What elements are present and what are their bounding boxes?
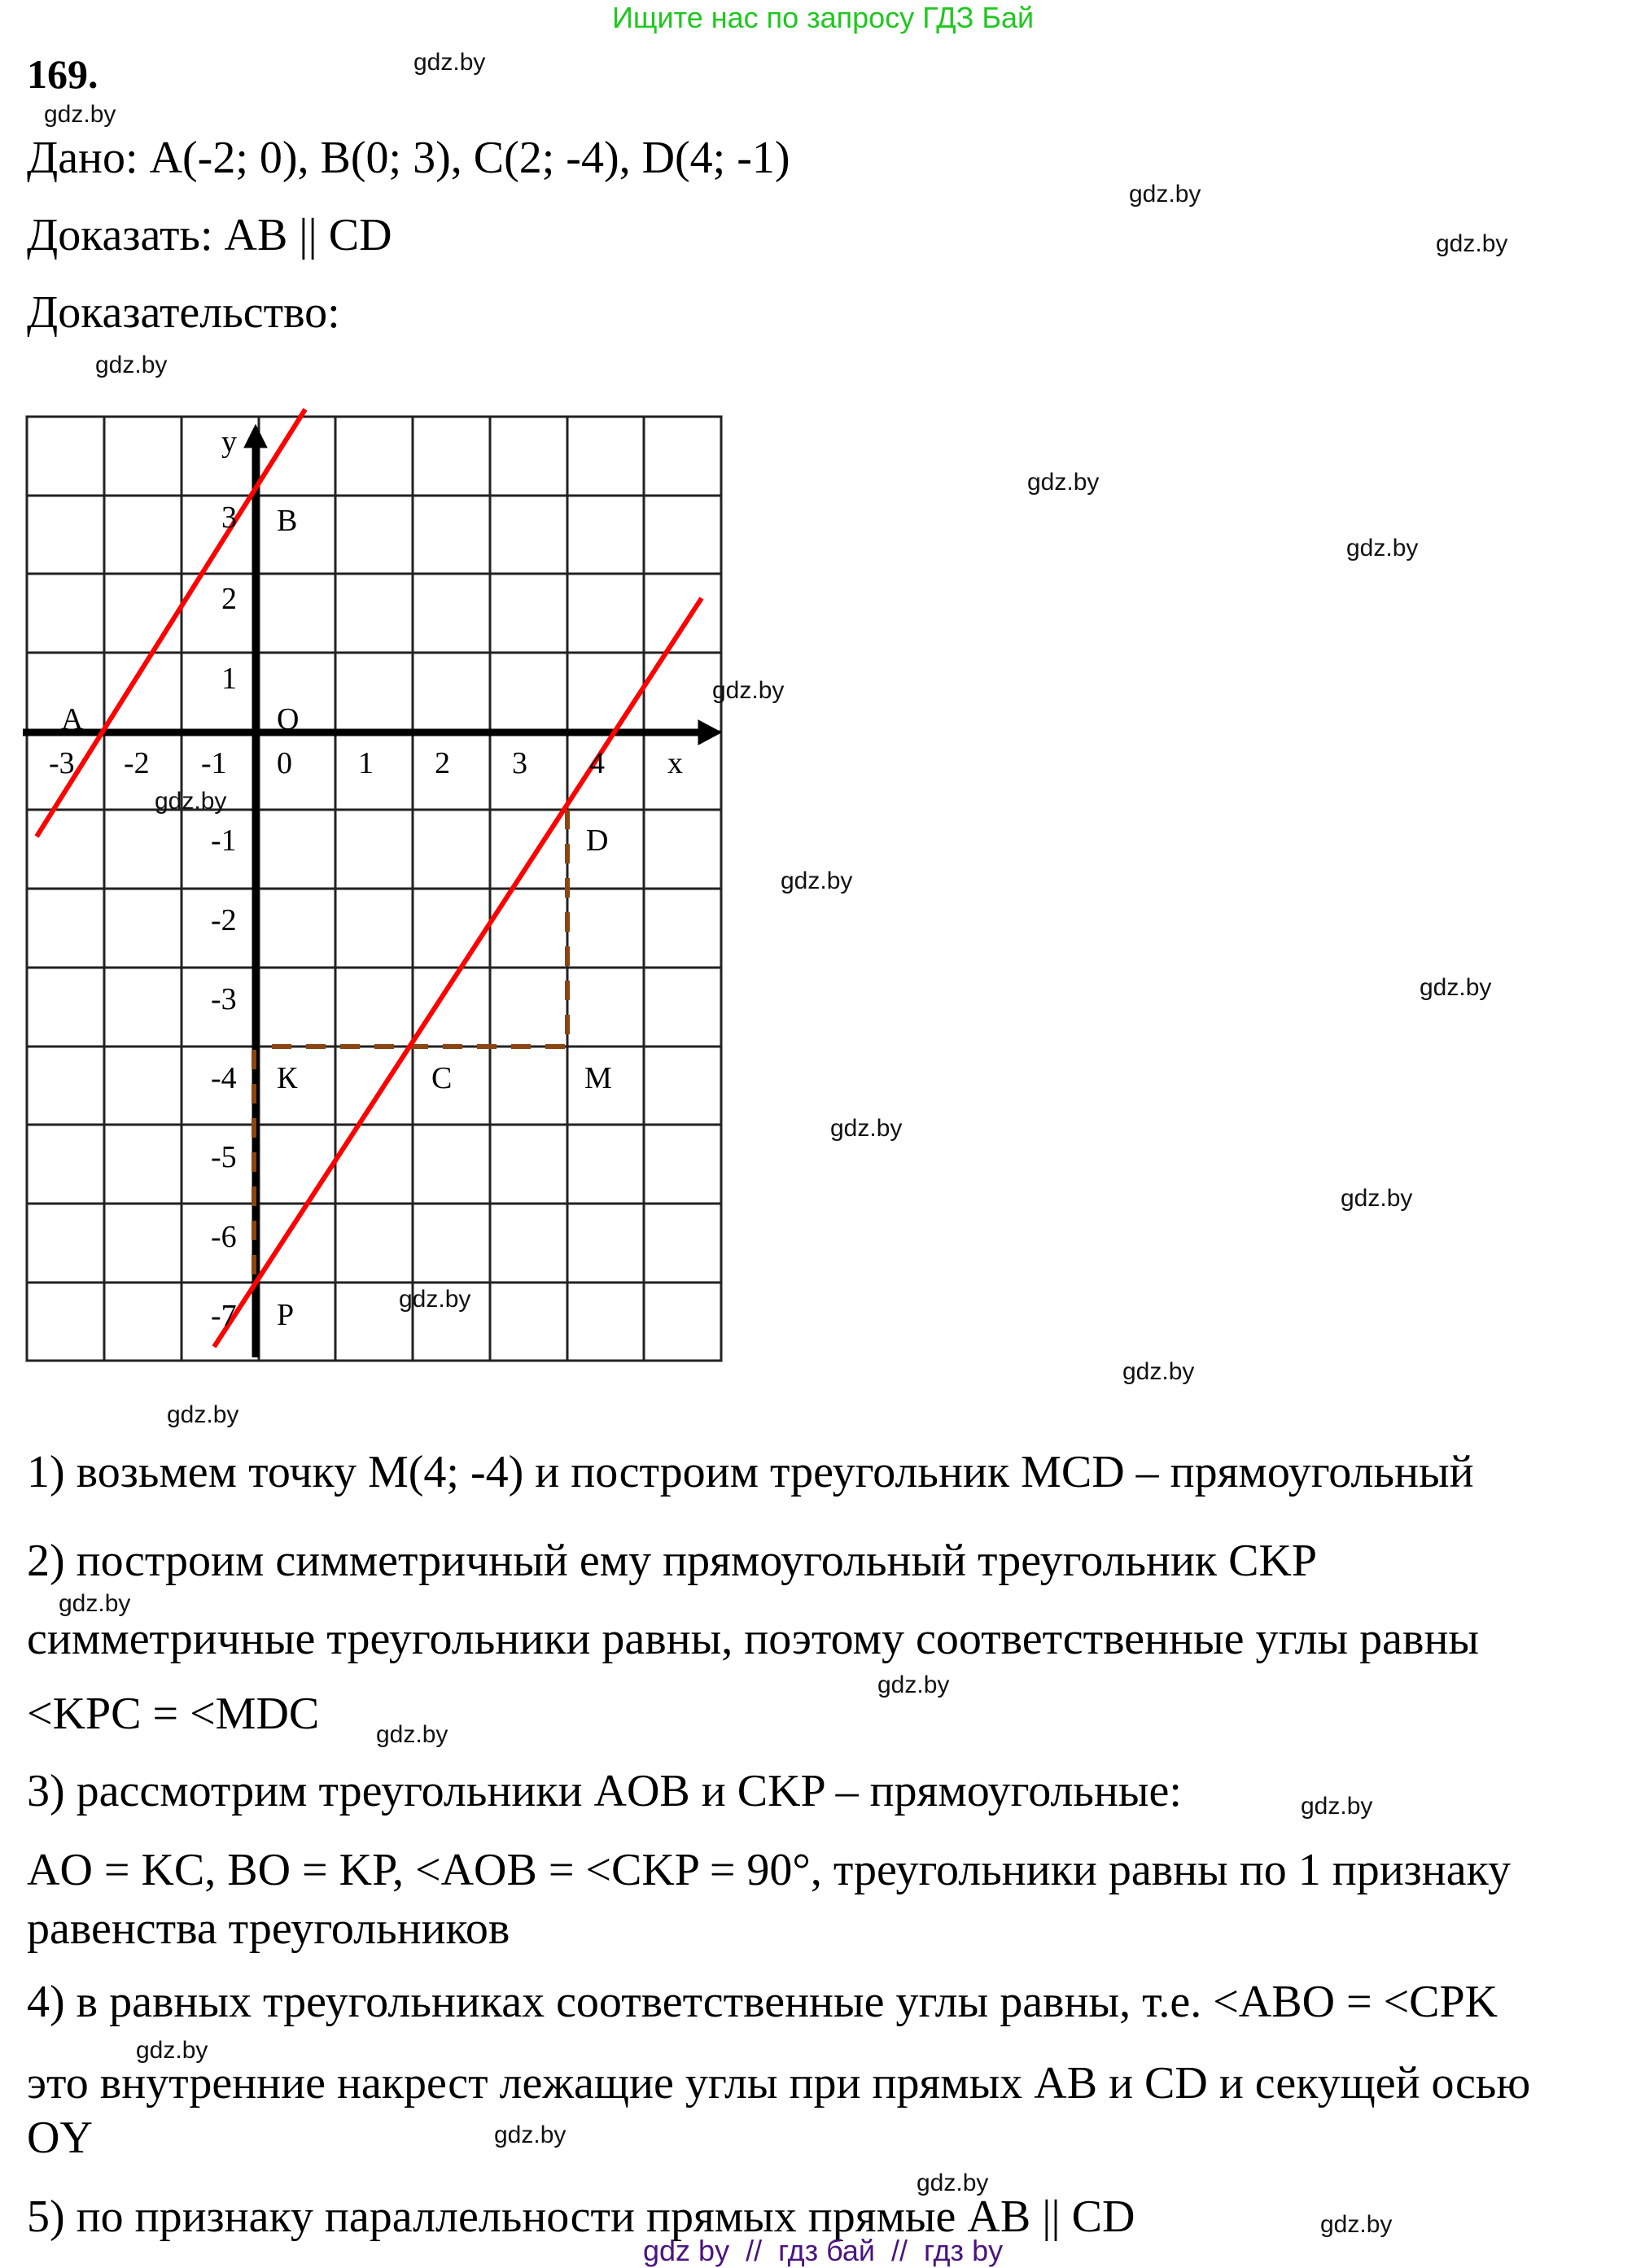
y-axis-arrow-icon	[244, 425, 267, 448]
watermark: gdz.by	[95, 352, 168, 378]
step-3: 3) рассмотрим треугольники AOB и CKP – прямоугольные:	[27, 1766, 1182, 1816]
step-5: 5) по признаку параллельности прямых прямые AB || CD	[27, 2192, 1135, 2242]
y-tick: -4	[211, 1061, 237, 1095]
coordinate-grid-figure	[0, 399, 749, 1375]
point-a-label: A	[61, 702, 84, 736]
y-tick: -7	[211, 1299, 237, 1333]
line-ab	[37, 409, 305, 837]
watermark: gdz.by	[494, 2122, 567, 2148]
search-hint-banner[interactable]: Ищите нас по запросу ГДЗ Бай	[612, 1, 1035, 34]
step-3-details: AO = KC, BO = KP, <AOB = <CKP = 90°, треугольники равны по 1 признаку	[27, 1845, 1512, 1895]
point-c-label: C	[431, 1061, 453, 1095]
step-1: 1) возьмем точку M(4; -4) и построим треугольник MCD – прямоугольный	[27, 1447, 1474, 1497]
watermark: gdz.by	[712, 677, 785, 704]
watermark: gdz.by	[1420, 974, 1492, 1001]
x-tick: 2	[435, 746, 450, 780]
step-2: 2) построим симметричный ему прямоугольный треугольник CKP	[27, 1536, 1318, 1586]
watermark: gdz.by	[1346, 535, 1419, 562]
y-tick: 1	[221, 662, 237, 696]
watermark: gdz.by	[59, 1590, 131, 1617]
axes	[23, 425, 721, 1357]
watermark: gdz.by	[155, 788, 227, 815]
step-2-reason: симметричные треугольники равны, поэтому соответственные углы равны	[27, 1614, 1480, 1664]
watermark: gdz.by	[1122, 1358, 1195, 1385]
watermark: gdz.by	[1436, 230, 1508, 257]
point-d-label: D	[586, 824, 609, 858]
point-b-label: B	[277, 504, 298, 538]
step-2-conclusion: <KPC = <MDC	[27, 1689, 320, 1739]
watermark: gdz.by	[1129, 181, 1201, 208]
watermark: gdz.by	[44, 101, 116, 128]
parallel-lines	[37, 409, 702, 1347]
x-axis-label: x	[667, 746, 683, 780]
x-tick: 3	[512, 746, 527, 780]
point-p-label: P	[277, 1298, 295, 1332]
y-tick: 3	[221, 500, 237, 535]
x-tick: -3	[49, 746, 75, 780]
step-3-details-cont: равенства треугольников	[27, 1903, 510, 1954]
origin-label: O	[277, 702, 300, 736]
grid-lines	[27, 417, 721, 1361]
y-tick: -2	[211, 903, 237, 937]
x-axis-arrow-icon	[698, 720, 721, 745]
prove-statement: Доказать: AB || CD	[27, 210, 392, 260]
y-tick: -3	[211, 982, 237, 1016]
x-tick: 4	[589, 746, 605, 780]
watermark: gdz.by	[399, 1286, 471, 1313]
footer-links[interactable]: gdz by // гдз бай // гдз by	[643, 2234, 1004, 2267]
x-tick: 1	[358, 746, 374, 780]
watermark: gdz.by	[1341, 1185, 1413, 1212]
watermark: gdz.by	[413, 49, 486, 76]
y-tick: -6	[211, 1220, 237, 1254]
y-tick: -5	[211, 1140, 237, 1174]
given-statement: Дано: A(-2; 0), B(0; 3), C(2; -4), D(4; -1)	[27, 133, 790, 183]
watermark: gdz.by	[830, 1115, 903, 1142]
watermark: gdz.by	[877, 1672, 950, 1698]
watermark: gdz.by	[1301, 1793, 1373, 1820]
watermark: gdz.by	[781, 867, 853, 894]
y-axis-label: y	[221, 425, 237, 459]
y-tick: -1	[211, 824, 237, 858]
watermark: gdz.by	[376, 1721, 448, 1748]
proof-heading: Доказательство:	[27, 287, 340, 338]
x-tick: -2	[124, 746, 150, 780]
x-tick: -1	[201, 746, 227, 780]
step-4-reason-cont: OY	[27, 2113, 93, 2163]
watermark: gdz.by	[136, 2037, 208, 2064]
point-m-label: M	[584, 1061, 612, 1095]
problem-number: 169.	[27, 51, 98, 97]
watermark: gdz.by	[167, 1401, 239, 1428]
watermark: gdz.by	[1320, 2211, 1393, 2238]
step-4: 4) в равных треугольниках соответственные углы равны, т.е. <ABO = <CPK	[27, 1977, 1498, 2027]
point-k-label: К	[277, 1061, 298, 1095]
y-tick: 2	[221, 582, 237, 616]
step-4-reason: это внутренние накрест лежащие углы при прямых AB и CD и секущей осью	[27, 2058, 1531, 2108]
watermark: gdz.by	[1027, 469, 1100, 496]
watermark: gdz.by	[917, 2170, 989, 2196]
x-tick: 0	[277, 746, 292, 780]
